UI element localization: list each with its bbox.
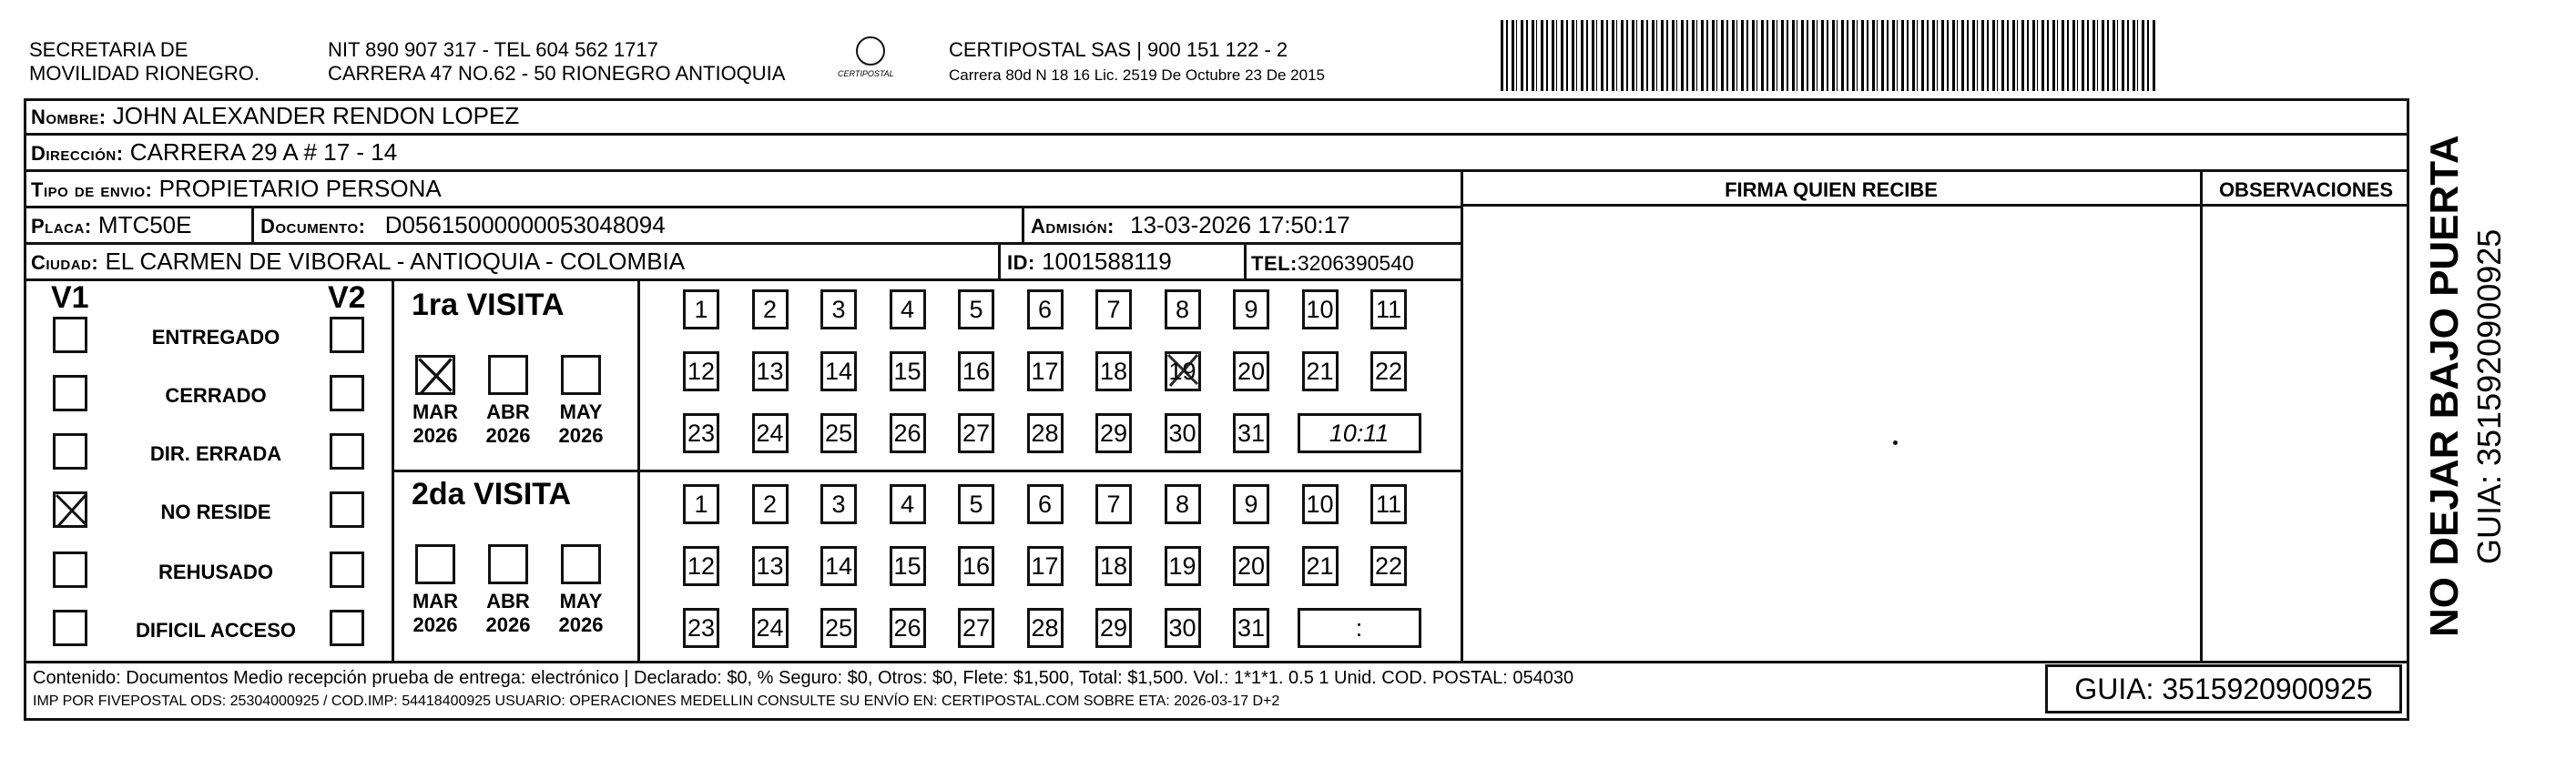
ciudad-label: Ciudad:: [31, 251, 99, 274]
day-box[interactable]: 19: [1165, 546, 1201, 586]
day-box[interactable]: 31: [1233, 413, 1269, 453]
time-box[interactable]: :: [1298, 608, 1421, 648]
month-label: MAY: [559, 400, 603, 423]
documento-row: [260, 211, 666, 240]
status-v2-checkbox[interactable]: [330, 610, 364, 646]
x-mark-icon: [1165, 351, 1201, 388]
day-box[interactable]: 16: [958, 351, 994, 391]
placa-value: MTC50E: [97, 211, 192, 238]
row-divider: [24, 133, 2409, 136]
cell-divider: [251, 206, 254, 242]
day-box[interactable]: 13: [752, 351, 789, 391]
company-line: CERTIPOSTAL SAS | 900 151 122 - 2: [949, 38, 1288, 61]
documento-label: Documento:: [260, 215, 366, 238]
v2-header: V2: [328, 280, 366, 315]
direccion-row: [31, 138, 397, 167]
day-box[interactable]: 25: [820, 608, 857, 648]
direccion-label: Dirección:: [31, 142, 124, 165]
status-v1-checkbox[interactable]: [53, 433, 87, 470]
day-box[interactable]: 8: [1165, 484, 1201, 524]
time-box[interactable]: 10:11: [1298, 413, 1421, 453]
month-year: 2026: [558, 424, 604, 447]
row-divider: [2200, 204, 2409, 207]
month-year: 2026: [558, 613, 604, 636]
admision-label: Admisión:: [1031, 215, 1115, 238]
row-divider: [24, 206, 1462, 208]
day-box[interactable]: 16: [958, 546, 994, 586]
visit1-title: 1ra VISITA: [412, 288, 565, 322]
x-mark-icon: [415, 355, 455, 395]
day-box[interactable]: 25: [820, 413, 857, 453]
nombre-value: JOHN ALEXANDER RENDON LOPEZ: [112, 102, 520, 129]
documento-value: D05615000000053048094: [384, 211, 666, 238]
row-divider: [24, 242, 1462, 245]
status-v1-checkbox[interactable]: [53, 491, 87, 528]
id-row: [1007, 248, 1172, 277]
day-box[interactable]: 2: [752, 289, 789, 329]
day-box[interactable]: 3: [820, 289, 857, 329]
month-checkbox[interactable]: [561, 544, 601, 584]
day-box[interactable]: 21: [1302, 351, 1339, 391]
row-divider: [1462, 204, 2200, 207]
day-box[interactable]: 22: [1370, 351, 1407, 391]
month-label: ABR: [486, 590, 530, 612]
day-box[interactable]: 8: [1165, 289, 1201, 329]
day-box[interactable]: 1: [683, 289, 719, 329]
day-box[interactable]: 17: [1027, 351, 1064, 391]
side-guia: GUIA: 3515920900925: [2470, 228, 2508, 564]
tipo-value: PROPIETARIO PERSONA: [158, 175, 442, 202]
day-box[interactable]: 5: [958, 289, 994, 329]
day-box[interactable]: 13: [752, 546, 789, 586]
day-box[interactable]: 23: [683, 608, 719, 648]
side-warning: NO DEJAR BAJO PUERTA: [2422, 135, 2467, 637]
tipo-row: [31, 175, 442, 204]
day-box[interactable]: 26: [890, 608, 926, 648]
day-box[interactable]: 29: [1095, 413, 1132, 453]
address-line: CARRERA 47 NO.62 - 50 RIONEGRO ANTIOQUIA: [328, 62, 786, 85]
day-box[interactable]: 30: [1165, 608, 1201, 648]
v1-header: V1: [51, 280, 89, 315]
status-v1-checkbox[interactable]: [53, 552, 87, 588]
status-label: DIFICIL ACCESO: [135, 619, 296, 642]
month-checkbox[interactable]: [415, 355, 455, 395]
barcode: [1501, 20, 2156, 91]
day-box[interactable]: 5: [958, 484, 994, 524]
status-v2-checkbox[interactable]: [330, 375, 364, 411]
tel-label: TEL:: [1251, 252, 1298, 275]
placa-label: Placa:: [31, 215, 92, 238]
day-box[interactable]: 20: [1233, 351, 1269, 391]
day-box[interactable]: 11: [1370, 484, 1407, 524]
row-divider: [24, 278, 1462, 281]
day-box[interactable]: 4: [890, 484, 926, 524]
status-v2-checkbox[interactable]: [330, 552, 364, 588]
day-box[interactable]: 27: [958, 413, 994, 453]
column-divider: [1461, 169, 1463, 663]
day-box[interactable]: 23: [683, 413, 719, 453]
day-box[interactable]: 20: [1233, 546, 1269, 586]
month-checkbox[interactable]: [488, 544, 528, 584]
status-v2-checkbox[interactable]: [330, 491, 364, 528]
status-label: NO RESIDE: [160, 501, 271, 523]
day-box[interactable]: 22: [1370, 546, 1407, 586]
status-label: ENTREGADO: [151, 326, 280, 349]
day-box[interactable]: 27: [958, 608, 994, 648]
day-box[interactable]: 14: [820, 546, 857, 586]
status-v1-checkbox[interactable]: [53, 317, 87, 353]
day-box[interactable]: 18: [1095, 546, 1132, 586]
day-box[interactable]: 14: [820, 351, 857, 391]
day-box[interactable]: 28: [1027, 608, 1064, 648]
visit2-title: 2da VISITA: [412, 477, 572, 511]
tel-value: 3206390540: [1297, 251, 1414, 275]
footer-divider: [24, 661, 2409, 663]
footer-guia: GUIA: 3515920900925: [2045, 664, 2402, 713]
ciudad-value: EL CARMEN DE VIBORAL - ANTIOQUIA - COLOMBIA: [105, 248, 686, 275]
admision-row: [1031, 211, 1350, 240]
month-label: MAR: [412, 400, 459, 423]
day-box[interactable]: 24: [752, 413, 789, 453]
month-year: 2026: [412, 424, 458, 447]
nit-line: NIT 890 907 317 - TEL 604 562 1717: [328, 38, 658, 61]
nombre-label: Nombre:: [31, 106, 107, 128]
status-v2-checkbox[interactable]: [330, 317, 364, 353]
month-year: 2026: [412, 613, 458, 636]
admision-value: 13-03-2026 17:50:17: [1130, 211, 1350, 238]
firma-header: FIRMA QUIEN RECIBE: [1725, 178, 1938, 201]
month-checkbox[interactable]: [488, 355, 528, 395]
logo-text: CERTIPOSTAL: [838, 69, 894, 78]
day-box[interactable]: 18: [1095, 351, 1132, 391]
day-box[interactable]: 24: [752, 608, 789, 648]
status-v2-checkbox[interactable]: [330, 433, 364, 470]
day-box[interactable]: 12: [683, 546, 719, 586]
month-label: ABR: [486, 400, 530, 423]
day-box[interactable]: 15: [890, 546, 926, 586]
day-box[interactable]: 11: [1370, 289, 1407, 329]
entity-name-line2: MOVILIDAD RIONEGRO.: [29, 62, 260, 85]
cell-divider: [998, 242, 1001, 278]
day-box[interactable]: 31: [1233, 608, 1269, 648]
ciudad-row: [31, 248, 685, 277]
day-box[interactable]: 12: [683, 351, 719, 391]
day-box[interactable]: 1: [683, 484, 719, 524]
stray-mark: [1893, 440, 1898, 445]
month-year: 2026: [485, 613, 531, 636]
cell-divider: [1244, 242, 1247, 278]
tipo-label: Tipo de envio:: [31, 178, 153, 201]
day-box[interactable]: 6: [1027, 289, 1064, 329]
x-mark-icon: [53, 491, 89, 528]
month-label: MAR: [412, 590, 459, 612]
cell-divider: [1022, 206, 1024, 242]
day-box[interactable]: 9: [1233, 484, 1269, 524]
day-box[interactable]: 17: [1027, 546, 1064, 586]
footer-contenido: Contenido: Documentos Medio recepción prueba de entrega: electrónico | Declarado: $0, % Seguro: $0, Otros: $0, Flete: $1,500, Total: $1,500. Vol.: 1*1*1. 0.5 1 Unid. COD. POSTAL: 054030: [33, 668, 1574, 688]
id-label: ID:: [1007, 251, 1035, 274]
status-label: CERRADO: [165, 384, 267, 407]
day-box[interactable]: 9: [1233, 289, 1269, 329]
day-box[interactable]: 26: [890, 413, 926, 453]
status-label: REHUSADO: [158, 561, 273, 583]
day-box[interactable]: 10: [1302, 289, 1339, 329]
day-box[interactable]: 2: [752, 484, 789, 524]
day-box[interactable]: 30: [1165, 413, 1201, 453]
day-box[interactable]: 15: [890, 351, 926, 391]
column-divider: [2200, 169, 2203, 663]
months-divider: [637, 278, 640, 663]
certipostal-logo-icon: [856, 36, 885, 66]
day-box[interactable]: 19: [1165, 351, 1201, 391]
visit-divider: [392, 470, 1462, 472]
month-year: 2026: [485, 424, 531, 447]
month-checkbox[interactable]: [415, 544, 455, 584]
id-value: 1001588119: [1042, 248, 1172, 275]
month-checkbox[interactable]: [561, 355, 601, 395]
tel-row: [1251, 249, 1414, 278]
observaciones-header: OBSERVACIONES: [2218, 178, 2394, 201]
status-v1-checkbox[interactable]: [53, 375, 87, 411]
month-label: MAY: [559, 590, 603, 612]
row-divider: [24, 169, 2409, 172]
day-box[interactable]: 29: [1095, 608, 1132, 648]
status-v1-checkbox[interactable]: [53, 610, 87, 646]
nombre-row: [31, 102, 519, 131]
day-box[interactable]: 7: [1095, 484, 1132, 524]
status-label: DIR. ERRADA: [149, 442, 282, 465]
day-box[interactable]: 7: [1095, 289, 1132, 329]
license-line: Carrera 80d N 18 16 Lic. 2519 De Octubre 23 De 2015: [949, 66, 1325, 84]
direccion-value: CARRERA 29 A # 17 - 14: [129, 138, 398, 166]
entity-name-line1: SECRETARIA DE: [29, 38, 188, 61]
day-box[interactable]: 10: [1302, 484, 1339, 524]
footer-imp: IMP POR FIVEPOSTAL ODS: 25304000925 / COD.IMP: 54418400925 USUARIO: OPERACIONES MEDELLIN CONSULTE SU ENVÍO EN: CERTIPOSTAL.COM SOBRE ETA: 2026-03-17 D+2: [33, 693, 1280, 709]
day-box[interactable]: 21: [1302, 546, 1339, 586]
day-box[interactable]: 4: [890, 289, 926, 329]
placa-row: [31, 211, 191, 240]
day-box[interactable]: 28: [1027, 413, 1064, 453]
day-box[interactable]: 3: [820, 484, 857, 524]
day-box[interactable]: 6: [1027, 484, 1064, 524]
